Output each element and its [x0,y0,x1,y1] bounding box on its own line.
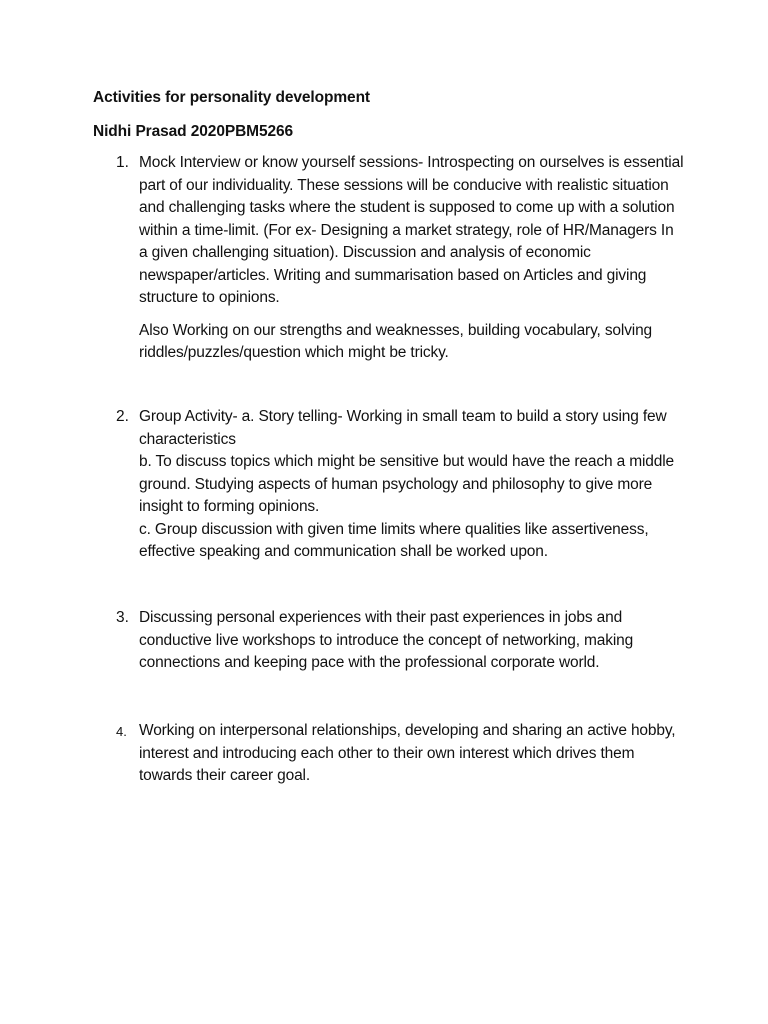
list-item-body [139,607,684,675]
list-item-number: 2. [116,408,129,425]
list-item-number: 4. [116,724,127,739]
list-item-body [139,406,684,564]
list-item-paragraph: Discussing personal experiences with their past experiences in jobs and conductive live workshops to introduce the concept of networking, making connections and keeping pace with the professional corporate world. [139,609,634,671]
list-item-body [139,720,684,788]
author-line: Nidhi Prasad 2020PBM5266 [93,123,294,140]
list-item-paragraph: Group Activity- a. Story telling- Working in small team to build a story using few characteristics [139,408,667,448]
list-item-body [139,152,684,365]
document-title: Activities for personality development [93,89,370,106]
list-item-paragraph: Also Working on our strengths and weaknesses, building vocabulary, solving riddles/puzzles/question which might be tricky. [139,321,653,361]
list-item-paragraph: Working on interpersonal relationships, developing and sharing an active hobby, interest and introducing each other to their own interest which drives them towards their career goal. [139,722,676,784]
list-item-paragraph: Mock Interview or know yourself sessions- Introspecting on ourselves is essential part of our individuality. These sessions will be conducive with realistic situation and challenging tasks where the student is supposed to come up with a solution within a time-limit. (For ex- Designing a market strategy, role of HR/Managers In a given challenging situation). Discussion and analysis of economic newspaper/articles. Writing and summarisation based on Articles and giving structure to opinions. [139,154,684,306]
list-item-number: 3. [116,609,129,626]
list-item-paragraph: c. Group discussion with given time limits where qualities like assertiveness, effective speaking and communication shall be worked upon. [139,520,649,560]
list-item-number: 1. [116,154,129,171]
list-item-paragraph: b. To discuss topics which might be sensitive but would have the reach a middle ground. Studying aspects of human psychology and philosophy to give more insight to forming opinions. [139,453,674,515]
